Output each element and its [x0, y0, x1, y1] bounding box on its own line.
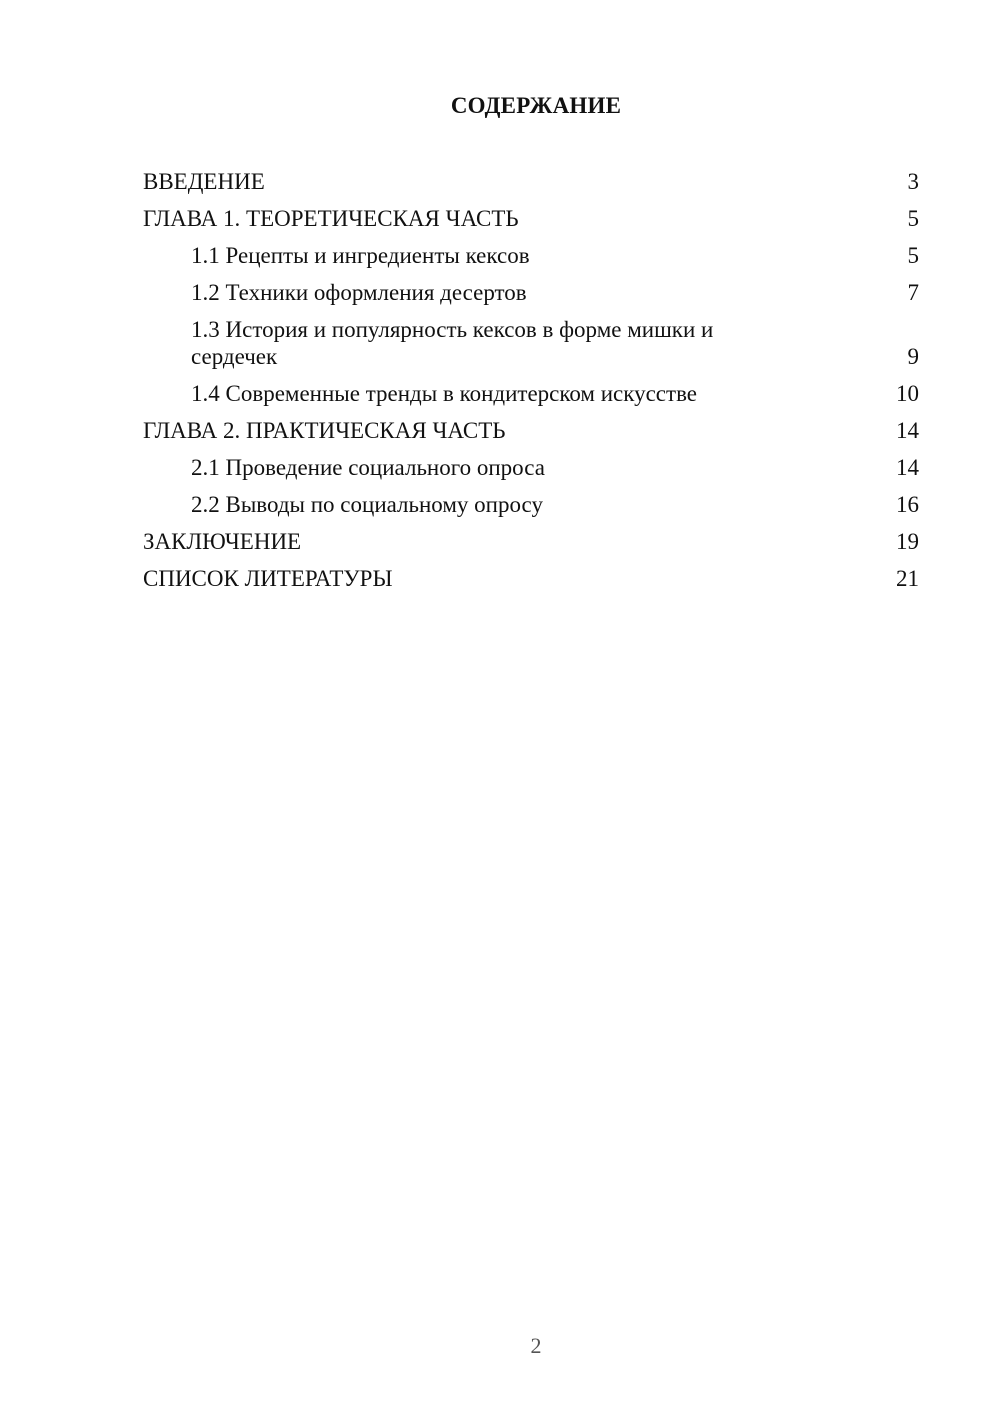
- toc-entry-section-1-1[interactable]: [143, 242, 919, 269]
- toc-entry-page: 7: [907, 280, 919, 305]
- toc-entry-page: 16: [896, 492, 919, 517]
- page-number: 2: [530, 1333, 542, 1358]
- toc-entry-label: ВВЕДЕНИЕ: [143, 169, 265, 194]
- toc-entry-label: 1.1 Рецепты и ингредиенты кексов: [191, 243, 530, 268]
- toc-entry-label: ГЛАВА 1. ТЕОРЕТИЧЕСКАЯ ЧАСТЬ: [143, 206, 519, 231]
- toc-entry-label: ГЛАВА 2. ПРАКТИЧЕСКАЯ ЧАСТЬ: [143, 418, 506, 443]
- page-title: СОДЕРЖАНИЕ: [450, 93, 622, 118]
- toc-entry-introduction[interactable]: [143, 168, 919, 195]
- toc-entry-section-1-4[interactable]: [143, 380, 919, 407]
- toc-entry-section-1-3[interactable]: [143, 316, 919, 370]
- toc-entry-page: 3: [907, 169, 919, 194]
- toc-entry-conclusion[interactable]: [143, 528, 919, 555]
- toc-entry-page: 5: [907, 206, 919, 231]
- toc-entry-page: 5: [907, 243, 919, 268]
- toc-entry-label: 2.1 Проведение социального опроса: [191, 455, 545, 480]
- toc-entry-page: 14: [896, 455, 919, 480]
- toc-entry-page: 10: [896, 381, 919, 406]
- toc-entry-section-2-1[interactable]: [143, 454, 919, 481]
- toc-entry-section-1-2[interactable]: [143, 279, 919, 306]
- toc-entry-label: 1.2 Техники оформления десертов: [191, 280, 527, 305]
- toc-entry-section-2-2[interactable]: [143, 491, 919, 518]
- toc-entry-label: ЗАКЛЮЧЕНИЕ: [143, 529, 302, 554]
- toc-entry-page: 19: [896, 529, 919, 554]
- toc-entry-page: 9: [907, 344, 919, 369]
- toc-entry-label: 1.4 Современные тренды в кондитерском искусстве: [191, 381, 697, 406]
- toc-entry-chapter-2[interactable]: [143, 417, 919, 444]
- toc-entry-label: СПИСОК ЛИТЕРАТУРЫ: [143, 566, 393, 591]
- toc-entry-references[interactable]: [143, 565, 919, 592]
- table-of-contents: [143, 168, 919, 602]
- toc-entry-label: 1.3 История и популярность кексов в форме мишки и сердечек: [191, 317, 714, 369]
- toc-entry-chapter-1[interactable]: [143, 205, 919, 232]
- toc-entry-page: 21: [896, 566, 919, 591]
- toc-entry-page: 14: [896, 418, 919, 443]
- toc-entry-label: 2.2 Выводы по социальному опросу: [191, 492, 543, 517]
